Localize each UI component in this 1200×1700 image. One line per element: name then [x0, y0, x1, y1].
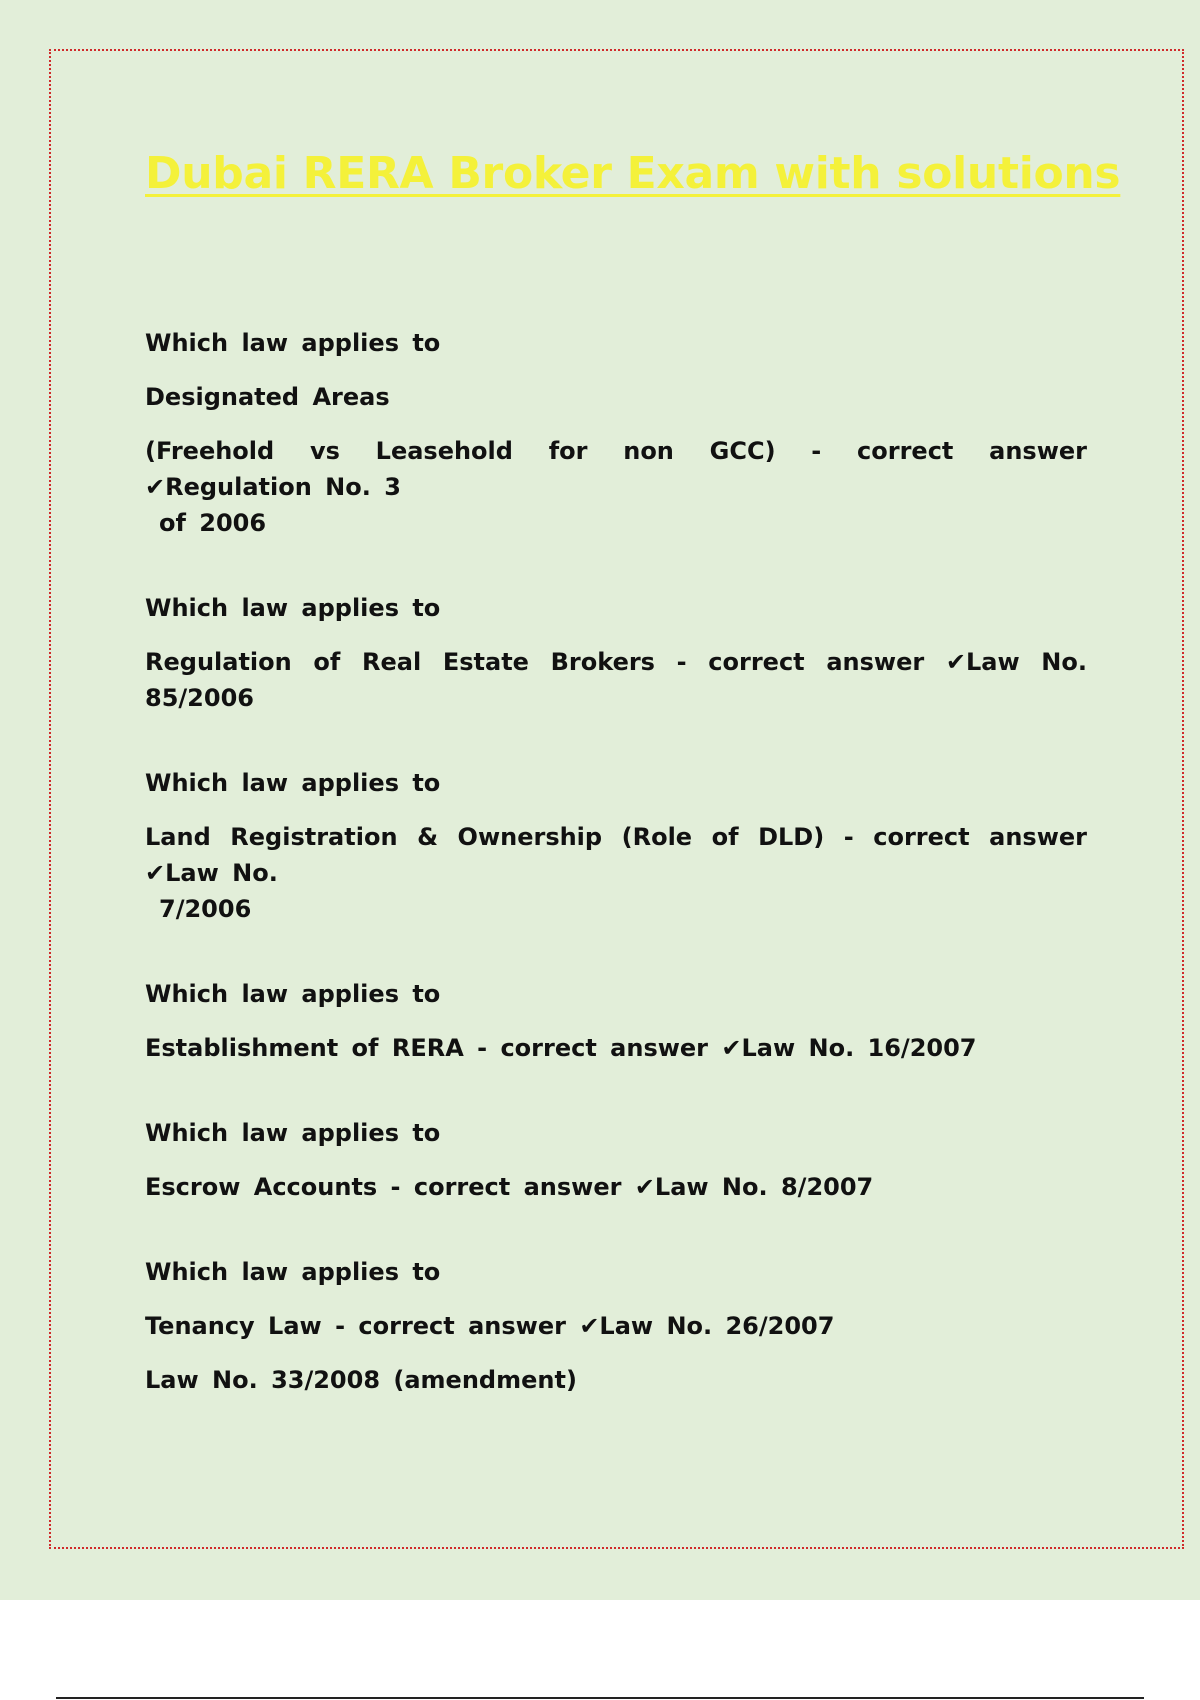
question-block — [145, 1254, 1087, 1398]
answer-text: Escrow Accounts - correct answer ✔Law No. 8/2007 — [145, 1173, 874, 1201]
question-text: Which law applies to — [145, 1119, 441, 1147]
answer-text: Tenancy Law - correct answer ✔Law No. 26/2007 — [145, 1312, 835, 1340]
question-block — [145, 765, 1087, 927]
question-text: Which law applies to — [145, 594, 441, 622]
answer-line: Land Registration & Ownership (Role of DLD) - correct answer ✔Law No. — [145, 823, 1087, 887]
document-title: Dubai RERA Broker Exam with solutions — [145, 148, 1121, 199]
question-text: Which law applies to — [145, 769, 441, 797]
answer-line: (Freehold vs Leasehold for non GCC) - correct answer ✔Regulation No. 3 — [145, 437, 1087, 501]
question-block — [145, 976, 1087, 1066]
question-list — [145, 325, 1087, 1447]
answer-continuation: 7/2006 — [159, 895, 252, 923]
answer-text: Regulation of Real Estate Brokers - correct answer ✔Law No. 85/2006 — [145, 648, 1087, 712]
answer-text — [145, 433, 1087, 541]
answer-text: Establishment of RERA - correct answer ✔Law No. 16/2007 — [145, 1034, 977, 1062]
question-block — [145, 1115, 1087, 1205]
question-topic: Designated Areas — [145, 383, 390, 411]
footer-divider — [56, 1697, 1144, 1699]
question-text: Which law applies to — [145, 1258, 441, 1286]
answer-amendment: Law No. 33/2008 (amendment) — [145, 1366, 577, 1394]
question-block — [145, 590, 1087, 716]
question-text: Which law applies to — [145, 329, 441, 357]
answer-text — [145, 819, 1087, 927]
question-text: Which law applies to — [145, 980, 441, 1008]
question-block — [145, 325, 1087, 541]
answer-continuation: of 2006 — [159, 509, 267, 537]
